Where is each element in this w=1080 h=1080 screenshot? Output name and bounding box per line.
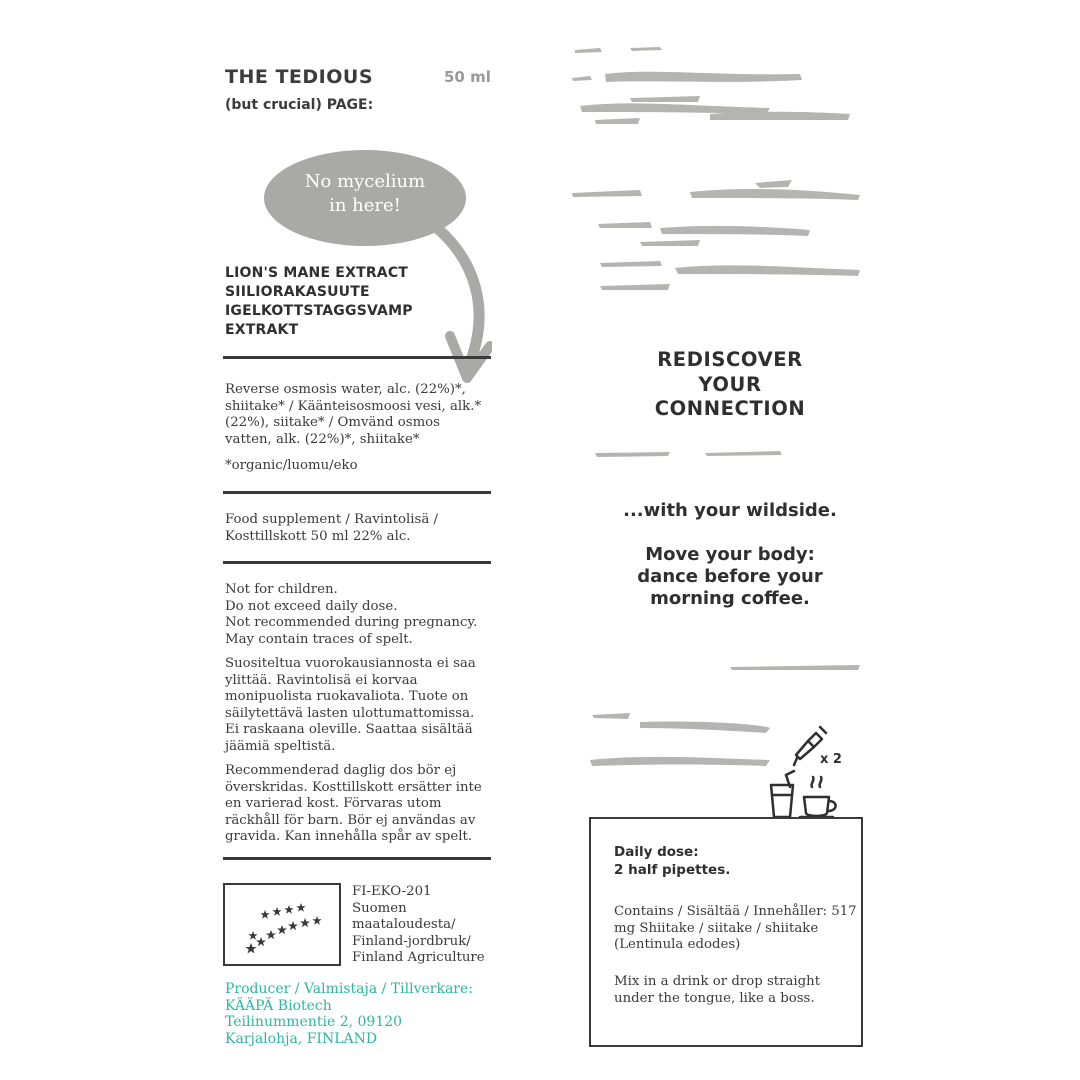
page-title: THE TEDIOUS bbox=[225, 66, 373, 88]
producer-address: Teilinummentie 2, 09120 bbox=[225, 1014, 403, 1030]
headline bbox=[590, 348, 870, 422]
warning-line: Not for children. bbox=[225, 582, 338, 597]
dose-title bbox=[614, 843, 730, 879]
dose-title-line: Daily dose: bbox=[614, 844, 699, 860]
eko-line: maataloudesta/ bbox=[352, 917, 456, 932]
product-name-sv: IGELKOTTSTAGGSVAMP bbox=[225, 303, 413, 319]
eu-organic-leaf-icon bbox=[223, 883, 341, 966]
warnings-finnish: Suositeltua vuorokausiannosta ei saa ylittää. Ravintolisä ei korvaa monipuolista ruokavaliota. Tuote on säilytettävä lasten ulottumattomissa. Ei raskaana oleville. Saattaa sisältää jäämiä speltistä. bbox=[225, 656, 476, 754]
supplement-section bbox=[225, 512, 487, 553]
bubble-text bbox=[280, 170, 450, 218]
wildside-text: ...with your wildside. bbox=[623, 500, 837, 521]
volume-label: 50 ml bbox=[444, 68, 491, 86]
producer-city: Karjalohja, FINLAND bbox=[225, 1030, 378, 1047]
producer-info bbox=[225, 981, 473, 1047]
product-name-sv-2: EXTRAKT bbox=[225, 322, 299, 338]
divider bbox=[223, 857, 491, 860]
move-line: Move your body: bbox=[645, 544, 815, 565]
dose-multiplier: x 2 bbox=[820, 752, 842, 767]
divider bbox=[223, 356, 491, 359]
producer-label: Producer / Valmistaja / Tillverkare: bbox=[225, 981, 474, 997]
move-line: dance before your bbox=[637, 566, 823, 587]
dose-instructions: Mix in a drink or drop straight under the tongue, like a boss. bbox=[614, 974, 821, 1006]
product-name-en: LION'S MANE EXTRACT bbox=[225, 265, 409, 281]
supplement-text: Food supplement / Ravintolisä / Kosttillskott 50 ml 22% alc. bbox=[225, 512, 438, 544]
warnings-english bbox=[225, 582, 487, 648]
headline-line: REDISCOVER bbox=[657, 348, 803, 371]
ingredients-text: Reverse osmosis water, alc. (22%)*, shiitake* / Käänteisosmoosi vesi, alk.* (22%), siitake* / Omvänd osmos vatten, alk. (22%)*, shiitake* bbox=[225, 382, 482, 447]
organic-note: *organic/luomu/eko bbox=[225, 458, 358, 473]
warnings-section bbox=[225, 582, 487, 854]
eko-text bbox=[352, 884, 614, 967]
ingredients-section bbox=[225, 382, 487, 483]
warning-line: Not recommended during pregnancy. bbox=[225, 615, 478, 630]
warning-line: Do not exceed daily dose. bbox=[225, 598, 398, 614]
eko-line: Suomen bbox=[352, 900, 407, 916]
eko-line: Finland Agriculture bbox=[352, 950, 485, 965]
headline-line: YOUR bbox=[698, 372, 762, 396]
producer-name: KÄÄPÄ Biotech bbox=[225, 997, 332, 1014]
warning-line: May contain traces of spelt. bbox=[225, 631, 413, 647]
divider bbox=[223, 491, 491, 494]
headline-line: CONNECTION bbox=[654, 397, 806, 420]
move-line: morning coffee. bbox=[650, 588, 810, 609]
page-subtitle: (but crucial) PAGE: bbox=[225, 97, 374, 113]
dose-contains: Contains / Sisältää / Innehåller: 517 mg Shiitake / siitake / shiitake (Lentinula edodes) bbox=[614, 904, 857, 952]
bubble-line-2: in here! bbox=[329, 195, 401, 216]
coffee-cup-icon bbox=[800, 777, 836, 817]
eko-line: FI-EKO-201 bbox=[352, 884, 432, 899]
move-text bbox=[590, 544, 870, 610]
warnings-swedish: Recommenderad daglig dos bör ej överskridas. Kosttillskott ersätter inte en varierad kost. Förvaras utom räckhåll för barn. Bör ej användas av gravida. Kan innehålla spår av spelt. bbox=[225, 763, 482, 844]
bubble-line-1: No mycelium bbox=[304, 171, 426, 192]
serving-icons bbox=[760, 725, 845, 820]
drink-glass-icon bbox=[771, 771, 794, 817]
divider bbox=[223, 561, 491, 564]
dose-title-line: 2 half pipettes. bbox=[614, 862, 731, 878]
product-names bbox=[225, 264, 413, 340]
eko-line: Finland-jordbruk/ bbox=[352, 933, 471, 949]
product-name-fi: SIILIORAKASUUTE bbox=[225, 284, 370, 300]
